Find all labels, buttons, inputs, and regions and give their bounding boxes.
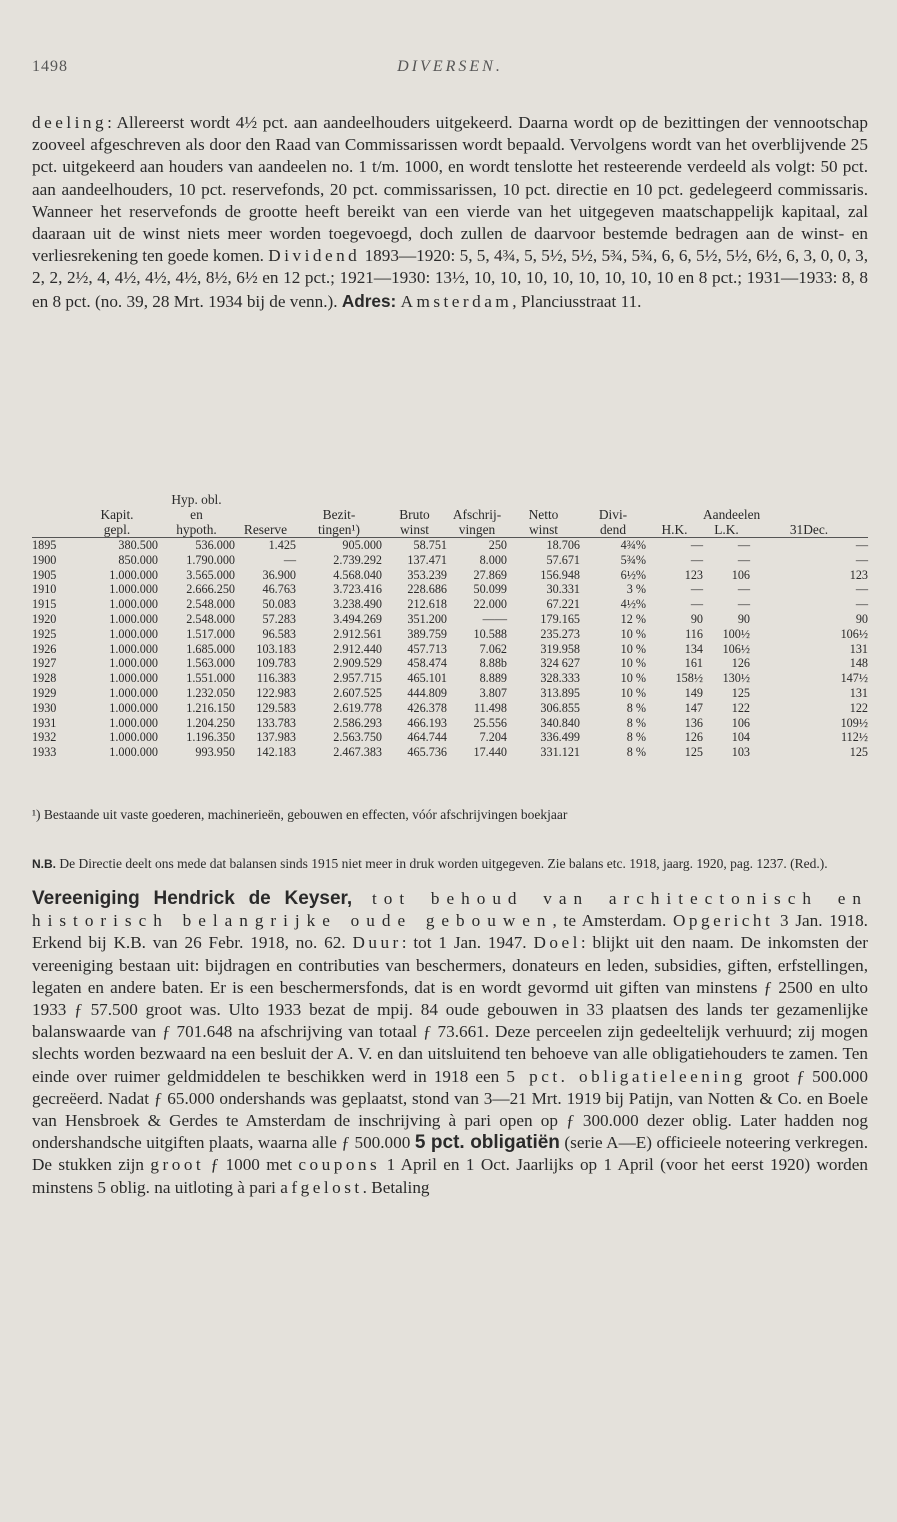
table-cell: 156.948 [540,567,580,582]
table-cell: 905.000 [342,538,382,552]
table-cell: 90 [855,611,868,626]
year-cell: 1931 [32,715,57,730]
table-cell: 1.000.000 [109,597,158,612]
table-cell: 2.739.292 [333,552,382,567]
table-cell: 319.958 [540,641,580,656]
table-cell: —— [482,611,507,626]
year-cell: 1915 [32,597,57,612]
table-cell: 103.183 [256,641,296,656]
table-cell: 2.957.715 [333,671,382,686]
table-cell: 125 [684,745,703,760]
table-cell: 50.083 [262,597,296,612]
table-cell: 8 % [626,730,646,745]
table-cell: 8 % [626,715,646,730]
table-cell: 2.912.440 [333,641,382,656]
table-cell: 67.221 [546,597,580,612]
table-cell: — [690,582,703,597]
table-cell: 1.196.350 [186,730,235,745]
table-cell: 1.000.000 [109,626,158,641]
table-header-cell: gepl. [76,522,158,538]
table-cell: 2.666.250 [186,582,235,597]
table-header-cell: Reserve [235,522,296,538]
table-cell: 324 627 [540,656,580,671]
profit-distribution-text: : Allereerst wordt 4½ pct. aan aandeelhouders uitgekeerd. Daarna wordt op de bezittingen der vennootschap zooveel afgeschreven als door den Raad van Commissarissen wordt bepaald. Vervolgens wordt van het overblijvende 25 pct. uitgekeerd aan houders van aandeelen no. 1 t/m. 1000, en wordt tenslotte het resteerende verdeeld als volgt: 50 pct. aan aandeelhouders, 10 pct. reservefonds, 20 pct. commissarissen, 10 pct. directie en 10 pct. gedelegeerd commissaris. Wanneer het reservefonds de grootte heeft bereikt van een vierde van het uitgegeven maatschappelijk kapitaal, zal daaraan uit de winst niets meer worden toegevoegd, doch zullen de daarvoor bestemde bedragen aan de winst- en verliesrekening ten goede komen. [32,113,868,266]
year-cell: 1926 [32,641,57,656]
table-header-cell: Hyp. obl. [171,492,222,507]
keyword-coupons: coupons [298,1155,381,1175]
table-cell: 36.900 [262,567,296,582]
table-cell: 116.383 [256,671,296,686]
table-cell: 850.000 [118,552,158,567]
table-cell: 131 [849,685,868,700]
table-cell: 18.706 [546,538,580,552]
table-cell: 11.498 [473,700,507,715]
table-cell: 30.331 [546,582,580,597]
table-cell: 136 [684,715,703,730]
table-cell: 1.232.050 [186,685,235,700]
table-cell: — [737,538,750,552]
association-purpose: tot behoud van architectonisch en historisch belangrijke oude gebouwen [32,889,868,931]
table-header-cell: dend [580,522,646,538]
table-header-cell: hypoth. [158,522,235,538]
association-text: groot ƒ 500.000 gecreëerd. Nadat ƒ 65.000 ondershands was geplaatst, stond van 3—21 Mrt. 1919 bij Patijn, van Notten & Co. en Boele van Hensbroek & Gerdes te Amsterdam de inschrijving à pari open op ƒ 300.000 dezer oblig. Later hadden nog ondershandsche uitgiften plaats, waarna alle ƒ 500.000 [32,1066,868,1153]
table-cell: 8.000 [479,552,507,567]
table-cell: 1.000.000 [109,582,158,597]
table-cell: 57.283 [262,611,296,626]
table-header-cell [235,492,296,507]
table-row [32,730,868,745]
table-header-cell: Netto [528,507,559,522]
table-cell: 331.121 [540,745,580,760]
table-cell: 3.494.269 [333,611,382,626]
table-header-cell: Bezit- [322,507,356,522]
keyword-deeling: deeling [32,113,108,132]
table-cell: — [737,552,750,567]
table-cell: 1.563.000 [186,656,235,671]
table-row [32,627,868,642]
table-cell: 3.238.490 [333,597,382,612]
running-title: DIVERSEN. [397,58,503,75]
table-cell: 17.440 [473,745,507,760]
table-cell: 1.000.000 [109,685,158,700]
table-cell: — [855,552,868,567]
table-cell: 458.474 [407,656,447,671]
table-cell: 90 [690,611,703,626]
table-cell: 148 [849,656,868,671]
table-body [32,538,868,760]
table-cell: 1.517.000 [186,626,235,641]
table-header-cell [296,492,382,507]
table-cell: 12 % [620,611,646,626]
note-label: N.B. [32,857,56,871]
table-cell: 106½ [840,626,868,641]
table-cell: 1.685.000 [186,641,235,656]
table-cell: 10 % [620,641,646,656]
table-cell: 1.000.000 [109,611,158,626]
table-cell: 134 [684,641,703,656]
year-cell: 1900 [32,552,57,567]
table-cell: 464.744 [407,730,447,745]
table-row [32,642,868,657]
table-cell: 8 % [626,700,646,715]
table-cell: 8.889 [479,671,507,686]
table-cell: 351.200 [407,611,447,626]
table-cell: 125 [731,685,750,700]
page-header [32,58,868,88]
table-header-cell [703,492,750,507]
table-cell: 57.671 [546,552,580,567]
table-header-cell [750,507,868,522]
address-city: Amsterdam [400,291,513,311]
table-header-cell: Bruto [399,507,430,522]
table-cell: 46.763 [262,582,296,597]
association-text: ƒ 1000 met [204,1155,299,1175]
table-row [32,582,868,597]
table-cell: 106½ [722,641,750,656]
table-header-cell: Divi- [598,507,628,522]
table-cell: 161 [684,656,703,671]
table-cell: — [283,552,296,567]
table-cell: 100½ [722,626,750,641]
association-text: . Betaling [362,1177,430,1197]
table-cell: 122 [731,700,750,715]
table-cell: 10 % [620,671,646,686]
table-cell: 22.000 [473,597,507,612]
table-header-row [32,522,868,538]
table-cell: — [855,582,868,597]
table-cell: 3.565.000 [186,567,235,582]
note-text: De Directie deelt ons mede dat balansen sinds 1915 niet meer in druk worden uitgegeven. Zie balans etc. 1918, jaarg. 1920, pag. 1237. (Red.). [56,856,828,871]
table-header-cell [646,507,703,522]
table-cell: 426.378 [407,700,447,715]
association-text: , te Amsterdam. [552,911,673,931]
table-header-cell [32,492,76,507]
table-cell: 109.783 [256,656,296,671]
table-cell: 4½% [620,597,646,612]
table-cell: 1.551.000 [186,671,235,686]
association-paragraph [32,888,868,1199]
table-cell: 133.783 [256,715,296,730]
table-row [32,671,868,686]
table-header-cell [235,507,296,522]
keyword-opgericht: Opgericht [673,911,774,931]
table-row [32,597,868,612]
association-text: 3 Jan. 1918. Erkend bij K.B. van 26 Febr. 1918, no. 62. [32,911,868,953]
keyword-obligatieleening: 5 pct. obligatieleening [506,1066,746,1086]
table-cell: 1.000.000 [109,671,158,686]
table-cell: 7.062 [479,641,507,656]
table-cell: 1.000.000 [109,700,158,715]
table-cell: 116 [685,626,703,641]
table-footnote: ¹) Bestaande uit vaste goederen, machinerieën, gebouwen en effecten, vóór afschrijvingen boekjaar [32,807,568,822]
table-cell: 1.000.000 [109,730,158,745]
table-cell: 123 [684,567,703,582]
table-cell: 1.000.000 [109,567,158,582]
table-row [32,612,868,627]
association-name: Vereeniging Hendrick de Keyser, [32,888,353,909]
table-row [32,716,868,731]
table-cell: 1.000.000 [109,745,158,760]
table-header-row [32,492,868,507]
table-cell: 147½ [840,671,868,686]
table-cell: 1.000.000 [109,715,158,730]
table-cell: 465.736 [407,745,447,760]
table-cell: 109½ [840,715,868,730]
table-cell: 536.000 [195,538,235,552]
table-row [32,745,868,760]
table-cell: 149 [684,685,703,700]
year-cell: 1895 [32,538,57,552]
table-cell: 2.607.525 [333,685,382,700]
table-cell: 125 [849,745,868,760]
table-row [32,656,868,671]
table-cell: 1.790.000 [186,552,235,567]
table-header-cell: Kapit. [100,507,134,522]
table-header-cell: vingen [447,522,507,538]
keyword-duur: Duur [352,933,402,953]
table-cell: 8 % [626,745,646,760]
association-text: : tot 1 Jan. 1947. [401,933,534,953]
table-header-cell [750,492,868,507]
table-cell: 126 [731,656,750,671]
association-text: (serie A—E) officieele noteering verkregen. De stukken zijn [32,1133,869,1175]
table-cell: 466.193 [407,715,447,730]
table-cell: 122.983 [256,685,296,700]
table-header-cell: Aandeelen [703,507,761,522]
table-header-cell: winst [382,522,447,538]
year-cell: 1905 [32,567,57,582]
table-cell: 2.619.778 [333,700,382,715]
table-header-cell: H.K. [646,522,703,538]
table-header-cell [580,492,646,507]
table-cell: 3.723.416 [333,582,382,597]
table-cell: 123 [849,567,868,582]
year-cell: 1933 [32,745,57,760]
page-number: 1498 [32,58,68,75]
financial-table [32,492,868,760]
table-cell: 129.583 [256,700,296,715]
table-header-cell [447,492,507,507]
table-cell: 2.909.529 [333,656,382,671]
table-cell: 142.183 [256,745,296,760]
keyword-doel: Doel [533,933,581,953]
keyword-afgelost: afgelost [280,1177,363,1197]
table-cell: 2.912.561 [333,626,382,641]
table-cell: 126 [684,730,703,745]
year-cell: 1932 [32,730,57,745]
table-cell: 6½% [620,567,646,582]
table-header-cell [646,492,703,507]
table-header-row [32,507,868,522]
table-cell: 1.425 [268,538,296,552]
table-cell: 457.713 [407,641,447,656]
table-header-cell [32,522,76,538]
table-cell: 380.500 [118,538,158,552]
table-header-cell: 31Dec. [750,522,868,538]
table-cell: 10 % [620,685,646,700]
table-cell: 50.099 [473,582,507,597]
table-cell: — [737,597,750,612]
table-cell: 2.467.383 [333,745,382,760]
table-cell: 137.471 [407,552,447,567]
address-label: Adres: [341,290,397,311]
table-cell: 106 [731,567,750,582]
table-cell: — [690,597,703,612]
table-cell: 306.855 [540,700,580,715]
table-cell: 96.583 [262,626,296,641]
table-cell: 27.869 [473,567,507,582]
table-cell: 2.548.000 [186,597,235,612]
table-cell: 58.751 [413,538,447,552]
year-cell: 1929 [32,685,57,700]
table-cell: 465.101 [407,671,447,686]
table-cell: 353.239 [407,567,447,582]
table-cell: 993.950 [195,745,235,760]
table-cell: 7.204 [479,730,507,745]
table-cell: 103 [731,745,750,760]
table-cell: 179.165 [540,611,580,626]
table-cell: 158½ [675,671,703,686]
table-header-cell: tingen¹) [296,522,382,538]
association-text: 1 April en 1 Oct. Jaarlijks op 1 April (voor het eerst 1920) worden minstens 5 oblig. na uitloting à pari [32,1155,868,1197]
table-row [32,568,868,583]
table-cell: 112½ [841,730,868,745]
table-cell: 2.586.293 [333,715,382,730]
table-cell: 313.895 [540,685,580,700]
company-description-paragraph [32,112,868,313]
table-header-cell: en [190,507,203,522]
dividend-history-text: 1893—1920: 5, 5, 4¾, 5, 5½, 5½, 5¾, 5¾, 6, 6, 5½, 5½, 6½, 6, 3, 0, 0, 3, 2, 2, 2½, 4, 4½, 4½, 4½, 8½, 6½ en 12 pct.; 1921—1930: 13½, 10, 10, 10, 10, 10, 10, 10, 10 en 8 pct.; 1931—1933: 8, 8 en 8 pct. (no. 39, 28 Mrt. 1934 bij de venn.). [32,246,868,311]
table-cell: 2.548.000 [186,611,235,626]
year-cell: 1910 [32,582,57,597]
table-cell: 389.759 [407,626,447,641]
year-cell: 1928 [32,671,57,686]
table-cell: 104 [731,730,750,745]
table-cell: 4¾% [620,538,646,552]
table-cell: 1.000.000 [109,656,158,671]
bold-obligaties: 5 pct. obligatiën [414,1132,560,1154]
table-row [32,686,868,701]
table-cell: 1.000.000 [109,641,158,656]
table-header-cell: L.K. [703,522,750,538]
table-cell: 106 [731,715,750,730]
table-cell: 25.556 [473,715,507,730]
year-cell: 1927 [32,656,57,671]
table-cell: 122 [849,700,868,715]
table-row [32,538,868,553]
table-cell: 235.273 [540,626,580,641]
table-cell: 250 [488,538,507,552]
year-cell: 1925 [32,626,57,641]
address-street: , Planciusstraat 11. [512,291,642,311]
table-cell: 8.88b [479,656,507,671]
table-cell: 3 % [626,582,646,597]
table-cell: 137.983 [256,730,296,745]
table-cell: — [855,597,868,612]
table-cell: — [855,538,868,552]
table-header [32,492,868,538]
keyword-groot: groot [150,1155,205,1175]
table-row [32,553,868,568]
table-cell: 5¾% [620,552,646,567]
association-text: : blijkt uit den naam. De inkomsten der vereeniging bestaan uit: bijdragen en contributies van beschermers, donateurs en leden, subsidies, giften, erfstellingen, legaten en andere baten. Er is een beschermersfonds, dat is en wordt gevormd uit giften van minstens ƒ 2500 en ulto 1933 ƒ 57.500 groot was. Ulto 1933 bezat de mpij. 84 oude gebouwen in 33 plaatsen des lands ter gezamenlijke balanswaarde van ƒ 701.648 na afschrijving van totaal ƒ 73.661. Deze perceelen zijn gedeeltelijk verhuurd; zij mogen slechts worden bezwaard na een besluit der A. V. en dan uitsluitend ten behoeve van alle obligatiehouders te zamen. Ten einde over ruimer geldmiddelen te beschikken werd in 1918 een [32,933,868,1086]
table-header-cell: winst [507,522,580,538]
table-cell: 90 [737,611,750,626]
table-cell: 1.204.250 [186,715,235,730]
table-header-cell [32,507,76,522]
table-header-cell: Afschrij- [452,507,502,522]
table-cell: 328.333 [540,671,580,686]
table-row [32,701,868,716]
table-cell: — [690,552,703,567]
table-cell: 131 [849,641,868,656]
table-cell: 1.216.150 [186,700,235,715]
table-header-cell [76,492,158,507]
table-cell: 10 % [620,626,646,641]
keyword-dividend: Dividend [268,246,361,266]
table-header-cell [507,492,580,507]
table-cell: 147 [684,700,703,715]
table-cell: 3.807 [479,685,507,700]
table-cell: 10.588 [473,626,507,641]
table-cell: 340.840 [540,715,580,730]
table-cell: 4.568.040 [333,567,382,582]
year-cell: 1930 [32,700,57,715]
table-cell: 444.809 [407,685,447,700]
editorial-note [32,856,868,872]
year-cell: 1920 [32,611,57,626]
table-cell: 336.499 [540,730,580,745]
table-cell: 10 % [620,656,646,671]
table-cell: 130½ [722,671,750,686]
table-cell: 212.618 [407,597,447,612]
table-cell: — [690,538,703,552]
table-cell: — [737,582,750,597]
table-header-cell [382,492,447,507]
table-cell: 2.563.750 [333,730,382,745]
table-cell: 228.686 [407,582,447,597]
